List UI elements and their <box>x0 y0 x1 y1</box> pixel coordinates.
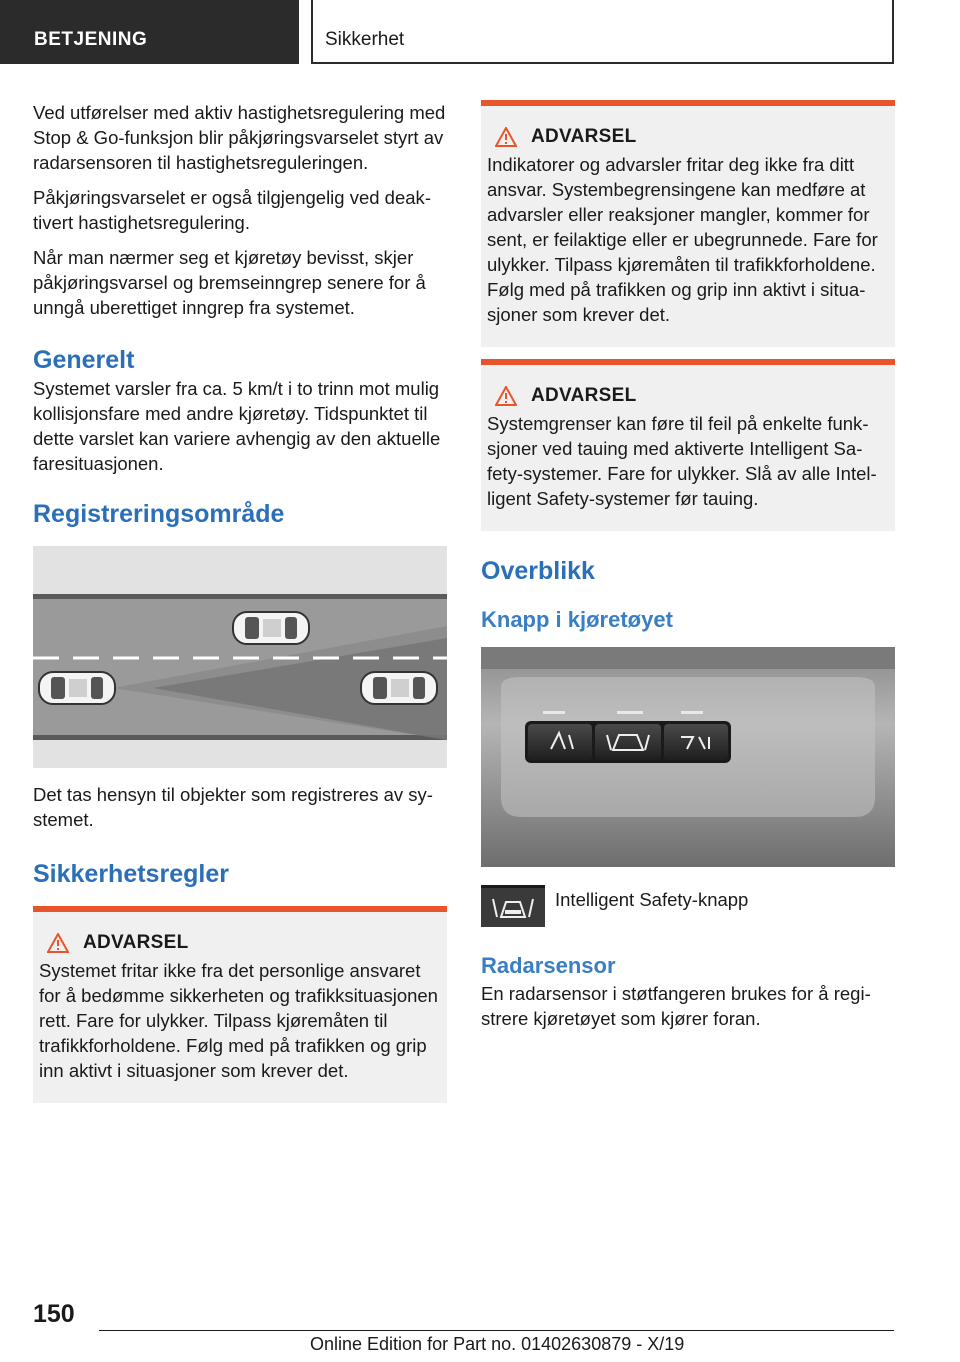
car-front-icon <box>361 672 437 704</box>
detection-range-illustration <box>33 546 447 768</box>
warning-box-safety <box>33 906 447 1103</box>
radar-paragraph: En radarsensor i støtfangeren brukes for å registrere kjøretøyet som kjører foran. <box>481 983 871 1029</box>
own-car-icon <box>39 672 115 704</box>
button-panel-photo <box>481 647 895 867</box>
warning-title: ADVARSEL <box>83 932 189 953</box>
warning-box-towing <box>481 359 895 531</box>
generelt-paragraph: Systemet varsler fra ca. 5 km/t i to trinn mot mulig kollisjonsfare med andre kjøretøy. Tidspunktet til dette varslet kan variere avhengig av den aktuelle faresituasjonen. <box>33 378 441 474</box>
intro-paragraph-1: Ved utførelser med aktiv hastighetsregulering med Stop & Go-funksjon blir påkjøringsvarselet styrt av radarsensoren til hastighetsreguleringen. <box>33 102 446 173</box>
warning-text: Systemgrenser kan føre til feil på enkelte funksjoner ved tauing med aktiverte Intelligent Safety-systemer. Fare for ulykker. Slå av alle Intelligent Safety-systemer før tauing. <box>487 413 877 509</box>
heading-generelt: Generelt <box>33 346 135 374</box>
warning-box-indicators <box>481 100 895 347</box>
intro-paragraph-3: Når man nærmer seg et kjøretøy bevisst, skjer påkjøringsvarsel og bremseinngrep senere for å unngå uberettiget inngrep fra systemet. <box>33 247 426 318</box>
warning-triangle-icon <box>47 933 69 953</box>
intelligent-safety-button <box>595 724 661 760</box>
button-1 <box>528 724 592 760</box>
heading-overblikk: Overblikk <box>481 557 595 585</box>
chapter-tab <box>0 0 299 64</box>
registrering-caption: Det tas hensyn til objekter som registreres av systemet. <box>33 784 433 830</box>
warning-triangle-icon <box>495 386 517 406</box>
button-legend-text: Intelligent Safety-knapp <box>555 889 749 910</box>
warning-text: Systemet fritar ikke fra det personlige ansvaret for å bedømme sikkerheten og trafikksituasjonen rett. Fare for ulykker. Tilpass kjøremåten til trafikkforholdene. Følg med på trafikken og grip inn aktivt i situasjoner som krever det. <box>39 960 438 1081</box>
heading-radarsensor: Radarsensor <box>481 953 616 978</box>
section-title: Sikkerhet <box>325 29 405 50</box>
page-number: 150 <box>33 1300 75 1328</box>
car-ahead-icon <box>233 612 309 644</box>
button-3 <box>664 724 728 760</box>
edition-note: Online Edition for Part no. 01402630879 - X/19 <box>310 1334 685 1354</box>
section-tab <box>311 0 894 64</box>
warning-title: ADVARSEL <box>531 126 637 147</box>
heading-knapp: Knapp i kjøretøyet <box>481 607 673 632</box>
heading-sikkerhetsregler: Sikkerhetsregler <box>33 860 229 888</box>
intro-paragraph-2: Påkjøringsvarselet er også tilgjengelig ved deaktivert hastighetsregulering. <box>33 187 431 233</box>
button-legend <box>481 885 895 927</box>
footer-divider <box>99 1330 894 1331</box>
left-column <box>33 100 447 1103</box>
warning-text: Indikatorer og advarsler fritar deg ikke fra ditt ansvar. Systembegrensingene kan medføre at advarsler eller reaksjoner mangler, kommer for sent, er feilaktige eller er ubegrunnede. Fare for ulykker. Tilpass kjøremåten til trafikkforholdene. Følg med på trafikken og grip inn aktivt i situasjoner som krever det. <box>487 154 878 325</box>
right-column <box>481 100 895 1041</box>
warning-triangle-icon <box>495 127 517 147</box>
heading-registreringsomrade: Registreringsområde <box>33 500 285 528</box>
chapter-title: BETJENING <box>34 29 148 50</box>
warning-title: ADVARSEL <box>531 385 637 406</box>
intelligent-safety-icon <box>481 885 545 927</box>
